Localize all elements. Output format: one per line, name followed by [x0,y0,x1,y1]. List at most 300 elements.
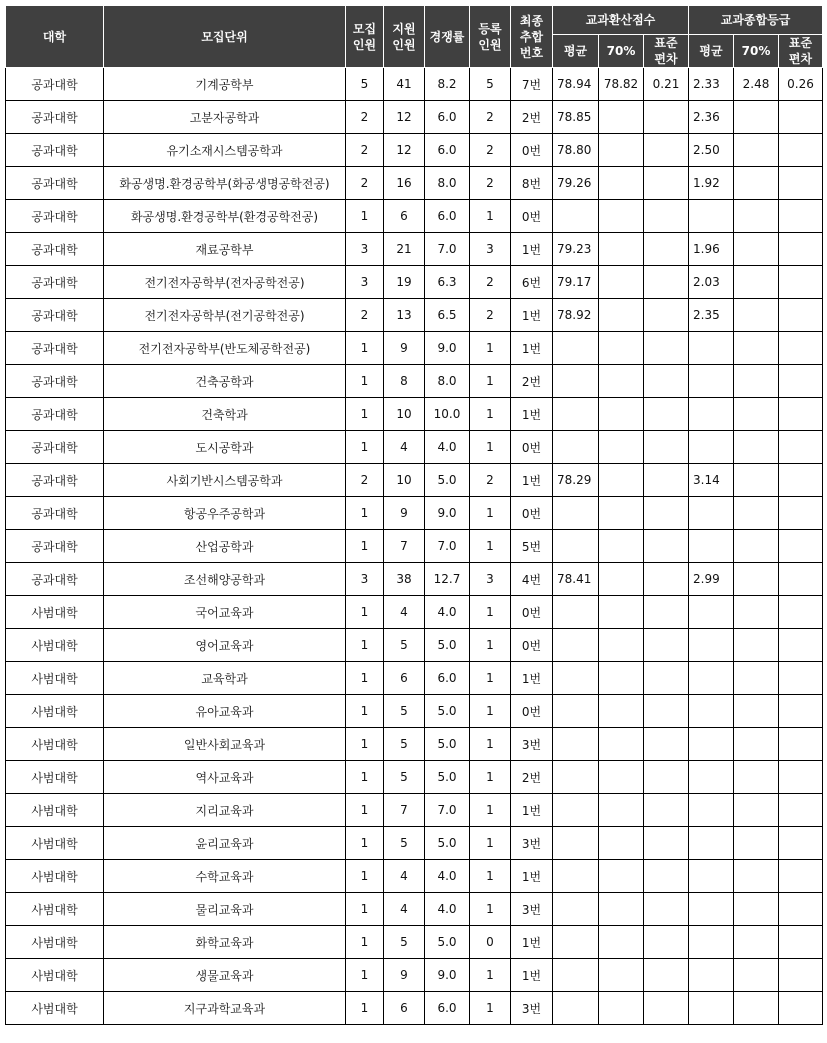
grade-avg-cell [689,332,734,365]
score-70-cell [599,299,644,332]
score-70-cell [599,629,644,662]
score-avg-cell [553,992,599,1025]
unit-cell: 생물교육과 [104,959,346,992]
score-std-cell [644,398,689,431]
table-row [6,464,823,497]
grade-std-cell [779,431,823,464]
final-call-cell: 1번 [511,299,553,332]
grade-70-cell [734,563,779,596]
enrolled-cell: 1 [470,365,511,398]
final-call-cell: 0번 [511,200,553,233]
applicants-cell: 5 [384,728,425,761]
score-70-cell [599,398,644,431]
college-cell: 공과대학 [6,431,104,464]
grade-70-cell [734,167,779,200]
enrolled-cell: 2 [470,101,511,134]
ratio-cell: 9.0 [425,959,470,992]
score-std-cell [644,431,689,464]
grade-std-cell: 0.26 [779,68,823,101]
enrolled-cell: 3 [470,233,511,266]
unit-cell: 유기소재시스템공학과 [104,134,346,167]
grade-std-cell [779,200,823,233]
enrolled-cell: 1 [470,959,511,992]
enrolled-cell: 1 [470,695,511,728]
grade-avg-cell: 2.36 [689,101,734,134]
quota-cell: 2 [346,101,384,134]
grade-70-cell [734,266,779,299]
applicants-cell: 10 [384,464,425,497]
grade-70-cell [734,464,779,497]
grade-std-cell [779,464,823,497]
score-avg-cell: 78.94 [553,68,599,101]
score-70-cell [599,728,644,761]
applicants-cell: 4 [384,893,425,926]
grade-avg-cell: 3.14 [689,464,734,497]
applicants-cell: 13 [384,299,425,332]
score-std-cell [644,860,689,893]
grade-std-cell [779,332,823,365]
quota-cell: 1 [346,596,384,629]
unit-cell: 영어교육과 [104,629,346,662]
college-cell: 공과대학 [6,101,104,134]
college-cell: 공과대학 [6,464,104,497]
final-call-cell: 3번 [511,827,553,860]
unit-cell: 도시공학과 [104,431,346,464]
quota-cell: 1 [346,992,384,1025]
grade-std-cell [779,497,823,530]
enrolled-cell: 1 [470,398,511,431]
score-70-cell [599,332,644,365]
score-avg-cell [553,398,599,431]
quota-cell: 2 [346,134,384,167]
final-call-cell: 1번 [511,860,553,893]
ratio-cell: 6.0 [425,101,470,134]
final-call-cell: 1번 [511,332,553,365]
grade-avg-cell [689,365,734,398]
score-avg-cell: 78.92 [553,299,599,332]
applicants-cell: 41 [384,68,425,101]
college-cell: 사범대학 [6,959,104,992]
college-cell: 공과대학 [6,365,104,398]
ratio-cell: 6.0 [425,992,470,1025]
applicants-cell: 5 [384,827,425,860]
score-avg-cell [553,959,599,992]
unit-cell: 산업공학과 [104,530,346,563]
score-std-cell [644,233,689,266]
quota-cell: 3 [346,563,384,596]
header-unit: 모집단위 [104,6,346,68]
ratio-cell: 9.0 [425,332,470,365]
final-call-cell: 1번 [511,794,553,827]
score-avg-cell [553,761,599,794]
grade-avg-cell [689,860,734,893]
score-std-cell [644,134,689,167]
quota-cell: 1 [346,893,384,926]
score-std-cell [644,728,689,761]
college-cell: 공과대학 [6,530,104,563]
enrolled-cell: 3 [470,563,511,596]
final-call-cell: 1번 [511,233,553,266]
score-std-cell [644,695,689,728]
grade-std-cell [779,893,823,926]
score-70-cell [599,266,644,299]
grade-std-cell [779,134,823,167]
quota-cell: 3 [346,266,384,299]
grade-avg-cell [689,695,734,728]
ratio-cell: 10.0 [425,398,470,431]
ratio-cell: 4.0 [425,893,470,926]
grade-70-cell [734,332,779,365]
quota-cell: 1 [346,398,384,431]
final-call-cell: 2번 [511,101,553,134]
applicants-cell: 5 [384,629,425,662]
grade-70-cell [734,794,779,827]
college-cell: 사범대학 [6,629,104,662]
header-score-avg: 평균 [553,35,599,68]
grade-std-cell [779,728,823,761]
enrolled-cell: 1 [470,530,511,563]
score-std-cell [644,893,689,926]
grade-70-cell [734,761,779,794]
college-cell: 사범대학 [6,860,104,893]
score-70-cell [599,761,644,794]
score-70-cell [599,827,644,860]
table-header [6,6,823,68]
ratio-cell: 12.7 [425,563,470,596]
grade-std-cell [779,167,823,200]
college-cell: 공과대학 [6,332,104,365]
grade-70-cell [734,893,779,926]
enrolled-cell: 1 [470,629,511,662]
score-70-cell [599,926,644,959]
quota-cell: 1 [346,431,384,464]
enrolled-cell: 2 [470,134,511,167]
grade-std-cell [779,266,823,299]
applicants-cell: 4 [384,431,425,464]
enrolled-cell: 1 [470,992,511,1025]
score-avg-cell [553,629,599,662]
score-avg-cell [553,596,599,629]
unit-cell: 전기전자공학부(반도체공학전공) [104,332,346,365]
table-row [6,596,823,629]
ratio-cell: 5.0 [425,827,470,860]
table-row [6,167,823,200]
college-cell: 사범대학 [6,827,104,860]
enrolled-cell: 0 [470,926,511,959]
quota-cell: 2 [346,299,384,332]
grade-70-cell [734,101,779,134]
applicants-cell: 9 [384,959,425,992]
final-call-cell: 8번 [511,167,553,200]
score-std-cell [644,761,689,794]
grade-70-cell [734,728,779,761]
applicants-cell: 5 [384,761,425,794]
ratio-cell: 5.0 [425,629,470,662]
college-cell: 공과대학 [6,266,104,299]
grade-avg-cell: 2.35 [689,299,734,332]
grade-std-cell [779,761,823,794]
enrolled-cell: 1 [470,893,511,926]
quota-cell: 1 [346,365,384,398]
grade-avg-cell [689,200,734,233]
final-call-cell: 1번 [511,959,553,992]
grade-std-cell [779,398,823,431]
ratio-cell: 8.0 [425,167,470,200]
final-call-cell: 3번 [511,728,553,761]
score-avg-cell [553,332,599,365]
enrolled-cell: 1 [470,662,511,695]
quota-cell: 1 [346,530,384,563]
score-avg-cell: 78.29 [553,464,599,497]
score-avg-cell [553,860,599,893]
score-std-cell [644,200,689,233]
grade-avg-cell [689,398,734,431]
unit-cell: 전기전자공학부(전기공학전공) [104,299,346,332]
unit-cell: 윤리교육과 [104,827,346,860]
final-call-cell: 3번 [511,992,553,1025]
quota-cell: 1 [346,926,384,959]
college-cell: 공과대학 [6,200,104,233]
grade-avg-cell [689,497,734,530]
grade-std-cell [779,530,823,563]
final-call-cell: 2번 [511,761,553,794]
table-row [6,299,823,332]
quota-cell: 1 [346,728,384,761]
quota-cell: 1 [346,629,384,662]
grade-std-cell [779,827,823,860]
header-applicants: 지원 인원 [384,6,425,68]
college-cell: 공과대학 [6,398,104,431]
ratio-cell: 5.0 [425,464,470,497]
college-cell: 공과대학 [6,563,104,596]
applicants-cell: 8 [384,365,425,398]
grade-70-cell [734,695,779,728]
ratio-cell: 7.0 [425,794,470,827]
unit-cell: 국어교육과 [104,596,346,629]
grade-avg-cell [689,794,734,827]
score-std-cell [644,794,689,827]
header-grade-70: 70% [734,35,779,68]
score-avg-cell [553,728,599,761]
grade-std-cell [779,596,823,629]
table-row [6,266,823,299]
header-ratio: 경쟁률 [425,6,470,68]
table-row [6,398,823,431]
ratio-cell: 8.2 [425,68,470,101]
table-row [6,728,823,761]
score-70-cell [599,695,644,728]
table-row [6,629,823,662]
college-cell: 사범대학 [6,695,104,728]
table-row [6,497,823,530]
score-std-cell: 0.21 [644,68,689,101]
score-70-cell [599,101,644,134]
applicants-cell: 6 [384,662,425,695]
final-call-cell: 0번 [511,629,553,662]
enrolled-cell: 2 [470,464,511,497]
score-70-cell [599,464,644,497]
unit-cell: 일반사회교육과 [104,728,346,761]
table-row [6,200,823,233]
table-row [6,794,823,827]
score-avg-cell [553,926,599,959]
grade-70-cell [734,827,779,860]
grade-std-cell [779,959,823,992]
grade-std-cell [779,365,823,398]
grade-70-cell [734,398,779,431]
table-row [6,662,823,695]
header-final-call: 최종 추합 번호 [511,6,553,68]
enrolled-cell: 1 [470,794,511,827]
final-call-cell: 1번 [511,464,553,497]
quota-cell: 3 [346,233,384,266]
score-70-cell [599,431,644,464]
final-call-cell: 4번 [511,563,553,596]
final-call-cell: 0번 [511,596,553,629]
table-row [6,563,823,596]
grade-70-cell [734,596,779,629]
enrolled-cell: 1 [470,761,511,794]
final-call-cell: 6번 [511,266,553,299]
score-70-cell [599,134,644,167]
table-row [6,827,823,860]
grade-avg-cell: 2.03 [689,266,734,299]
table-row [6,233,823,266]
grade-avg-cell [689,596,734,629]
unit-cell: 유아교육과 [104,695,346,728]
grade-70-cell [734,992,779,1025]
college-cell: 공과대학 [6,497,104,530]
score-avg-cell [553,662,599,695]
header-score-std: 표준 편차 [644,35,689,68]
grade-70-cell [734,365,779,398]
grade-avg-cell: 2.99 [689,563,734,596]
grade-avg-cell [689,926,734,959]
score-avg-cell [553,794,599,827]
ratio-cell: 6.0 [425,200,470,233]
header-grade-std: 표준 편차 [779,35,823,68]
score-70-cell [599,233,644,266]
score-70-cell [599,893,644,926]
applicants-cell: 7 [384,794,425,827]
score-std-cell [644,563,689,596]
score-avg-cell [553,695,599,728]
table-row [6,959,823,992]
quota-cell: 2 [346,167,384,200]
applicants-cell: 4 [384,860,425,893]
college-cell: 사범대학 [6,662,104,695]
score-70-cell: 78.82 [599,68,644,101]
grade-avg-cell [689,629,734,662]
enrolled-cell: 1 [470,431,511,464]
unit-cell: 화공생명.환경공학부(환경공학전공) [104,200,346,233]
quota-cell: 1 [346,497,384,530]
applicants-cell: 19 [384,266,425,299]
table-row [6,695,823,728]
enrolled-cell: 5 [470,68,511,101]
score-70-cell [599,167,644,200]
applicants-cell: 12 [384,134,425,167]
enrolled-cell: 1 [470,332,511,365]
unit-cell: 기계공학부 [104,68,346,101]
enrolled-cell: 1 [470,827,511,860]
score-70-cell [599,563,644,596]
grade-std-cell [779,662,823,695]
ratio-cell: 5.0 [425,761,470,794]
college-cell: 사범대학 [6,596,104,629]
score-std-cell [644,167,689,200]
final-call-cell: 5번 [511,530,553,563]
unit-cell: 조선해양공학과 [104,563,346,596]
score-std-cell [644,596,689,629]
grade-avg-cell: 2.33 [689,68,734,101]
score-70-cell [599,497,644,530]
grade-avg-cell: 2.50 [689,134,734,167]
applicants-cell: 16 [384,167,425,200]
grade-avg-cell: 1.96 [689,233,734,266]
final-call-cell: 0번 [511,134,553,167]
unit-cell: 물리교육과 [104,893,346,926]
grade-std-cell [779,563,823,596]
grade-std-cell [779,794,823,827]
applicants-cell: 12 [384,101,425,134]
table-row [6,530,823,563]
score-std-cell [644,299,689,332]
score-std-cell [644,530,689,563]
ratio-cell: 4.0 [425,431,470,464]
score-70-cell [599,860,644,893]
table-row [6,332,823,365]
table-row [6,860,823,893]
score-std-cell [644,662,689,695]
college-cell: 공과대학 [6,233,104,266]
ratio-cell: 7.0 [425,530,470,563]
grade-70-cell [734,662,779,695]
score-70-cell [599,794,644,827]
applicants-cell: 38 [384,563,425,596]
grade-70-cell [734,497,779,530]
final-call-cell: 1번 [511,398,553,431]
table-row [6,101,823,134]
final-call-cell: 7번 [511,68,553,101]
college-cell: 사범대학 [6,794,104,827]
college-cell: 공과대학 [6,167,104,200]
grade-70-cell [734,200,779,233]
applicants-cell: 5 [384,695,425,728]
score-avg-cell: 79.17 [553,266,599,299]
score-std-cell [644,266,689,299]
score-avg-cell: 78.85 [553,101,599,134]
grade-std-cell [779,629,823,662]
enrolled-cell: 2 [470,167,511,200]
score-avg-cell: 79.26 [553,167,599,200]
grade-70-cell [734,134,779,167]
grade-std-cell [779,992,823,1025]
score-70-cell [599,200,644,233]
ratio-cell: 5.0 [425,695,470,728]
unit-cell: 건축학과 [104,398,346,431]
unit-cell: 지리교육과 [104,794,346,827]
applicants-cell: 9 [384,497,425,530]
ratio-cell: 4.0 [425,596,470,629]
college-cell: 사범대학 [6,761,104,794]
grade-70-cell [734,959,779,992]
unit-cell: 교육학과 [104,662,346,695]
final-call-cell: 1번 [511,662,553,695]
quota-cell: 5 [346,68,384,101]
unit-cell: 화학교육과 [104,926,346,959]
table-row [6,431,823,464]
